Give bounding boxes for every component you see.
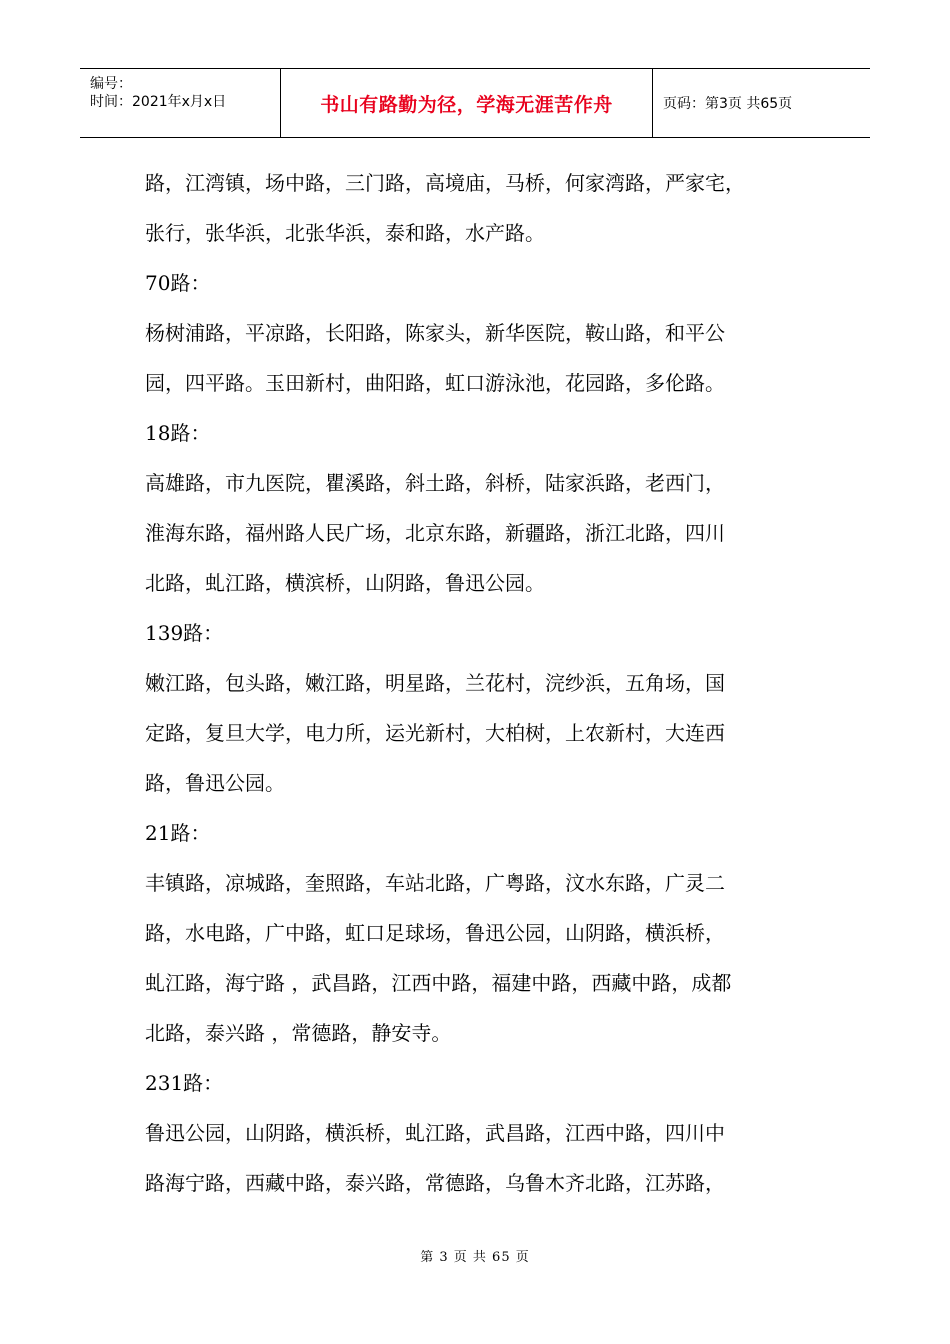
text-line: 北路，泰兴路 ，常德路，静安寺。 — [145, 1021, 452, 1045]
document-header — [80, 68, 870, 138]
header-motto-cell — [281, 69, 653, 137]
header-motto: 书山有路勤为径，学海无涯苦作舟 — [320, 93, 613, 116]
text-line: 鲁迅公园，山阴路，横浜桥，虬江路，武昌路，江西中路，四川中 — [145, 1121, 725, 1145]
route-heading: 139路： — [145, 621, 224, 645]
text-line: 丰镇路，凉城路，奎照路，车站北路，广粤路，汶水东路，广灵二 — [145, 871, 725, 895]
text-line: 杨树浦路，平凉路，长阳路，陈家头，新华医院，鞍山路，和平公 — [145, 321, 725, 345]
text-line: 路，江湾镇，场中路，三门路，高境庙，马桥，何家湾路，严家宅， — [145, 171, 745, 195]
document-body — [145, 158, 825, 1208]
route-heading: 21路： — [145, 821, 211, 845]
text-line: 路，鲁迅公园。 — [145, 771, 285, 795]
text-line: 路，水电路，广中路，虹口足球场，鲁迅公园，山阴路，横浜桥， — [145, 921, 725, 945]
header-page-cell — [653, 69, 870, 137]
text-line: 虬江路，海宁路 ，武昌路，江西中路，福建中路，西藏中路，成都 — [145, 971, 732, 995]
route-heading: 70路： — [145, 271, 211, 295]
text-line: 定路，复旦大学，电力所，运光新村，大柏树，上农新村，大连西 — [145, 721, 725, 745]
text-line: 淮海东路，福州路人民广场，北京东路，新疆路，浙江北路，四川 — [145, 521, 725, 545]
text-line: 嫩江路，包头路，嫩江路，明星路，兰花村，浣纱浜，五角场，国 — [145, 671, 725, 695]
route-heading: 18路： — [145, 421, 211, 445]
header-meta-cell — [80, 69, 281, 137]
document-number-label: 编号： — [90, 76, 132, 92]
header-page-info: 页码：第3页 共65页 — [663, 96, 793, 112]
text-line: 高雄路，市九医院，瞿溪路，斜土路，斜桥，陆家浜路，老西门， — [145, 471, 725, 495]
route-heading: 231路： — [145, 1071, 224, 1095]
document-date-label: 时间：2021年x月x日 — [90, 94, 227, 110]
text-line: 园，四平路。玉田新村，曲阳路，虹口游泳池，花园路，多伦路。 — [145, 371, 725, 395]
page-footer: 第 3 页 共 65 页 — [420, 1250, 530, 1265]
text-line: 北路，虬江路，横滨桥，山阴路，鲁迅公园。 — [145, 571, 545, 595]
text-line: 张行，张华浜，北张华浜，泰和路，水产路。 — [145, 221, 545, 245]
text-line: 路海宁路，西藏中路，泰兴路，常德路，乌鲁木齐北路，江苏路， — [145, 1171, 725, 1195]
